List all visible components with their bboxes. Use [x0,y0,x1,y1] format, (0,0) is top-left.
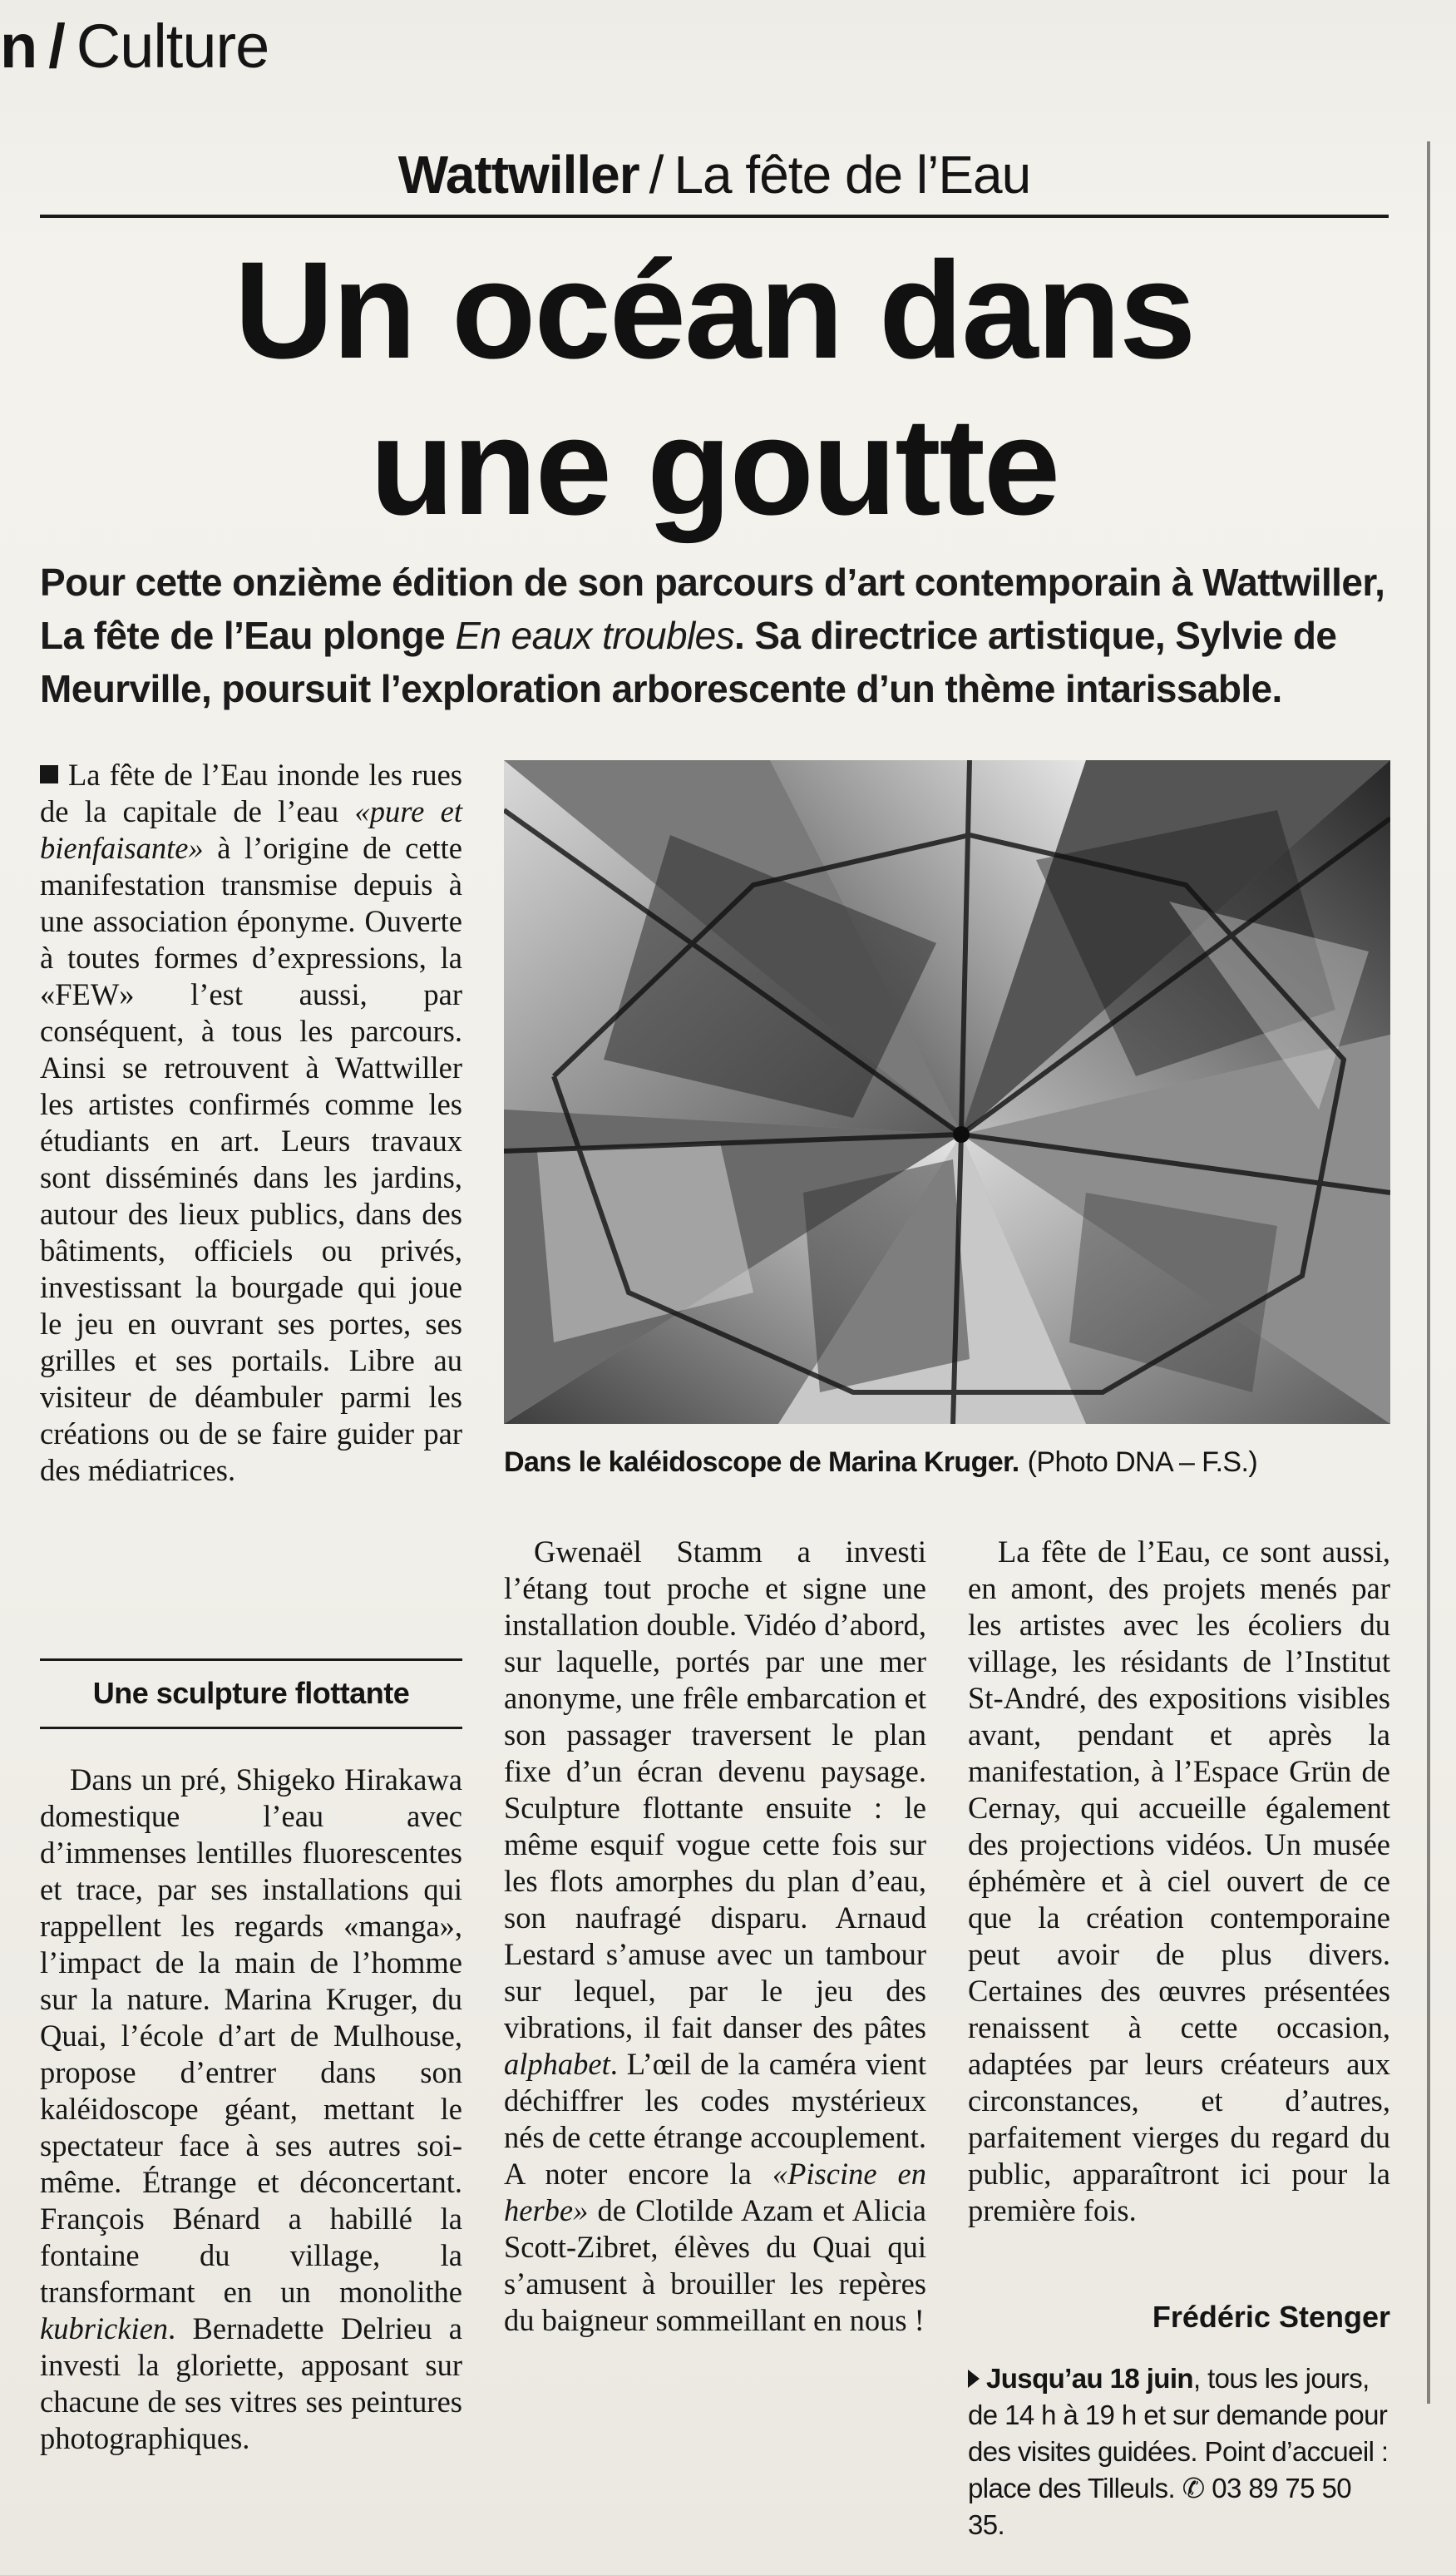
article-column-1-continued [40,1762,462,2560]
article-column-2 [504,1534,926,2565]
kicker-separator: / [649,145,664,205]
page-edge-rule [1427,141,1430,2404]
subhead-rule-top [40,1658,462,1661]
kaleidoscope-photo [504,760,1390,1424]
info-details: , tous les jours, de 14 h à 19 h et sur demande pour des visites guidées. Point d’accueil : place des Tilleuls. ✆ 03 89 75 50 35. [968,2363,1389,2540]
rubric-cut-fragment: n [0,12,37,81]
rubric-section-name: Culture [76,12,269,81]
caption-text: Dans le kaléidoscope de Marina Kruger. [504,1446,1019,1478]
standfirst-part-2: . Sa directrice artistique, Sylvie de Meurville, poursuit l’exploration arborescente d’un thème intarissable. [40,614,1337,710]
paragraph-intro [40,757,462,1489]
article-column-3 [968,1534,1390,2349]
intro-text-b: à l’origine de cette manifestation transmise depuis à une association éponyme. Ouverte à toutes formes d’expressions, la «FEW» l’est aussi, par conséquent, à tous les parcours. Ainsi se retrouvent à Wattwiller les artistes confirmés comme les étudiants en art. Leurs travaux sont disséminés dans les jardins, autour des lieux publics, dans des bâtiments, officiels ou privés, investissant la bourgade qui joue le jeu en ouvrant ses portes, ses grilles et ses portails. Libre au visiteur de déambuler parmi les créations ou de se faire guider par des médiatrices. [40,831,462,1487]
square-bullet-icon [40,765,58,783]
stamm-italic-piscine: «Piscine en herbe» [504,2157,926,2227]
stamm-text-c: de Clotilde Azam et Alicia Scott-Zibret, élèves du Quai qui s’amusent à brouiller les repères du baigneur sommeillant en nous ! [504,2193,926,2337]
author-signature: Frédéric Stenger [1152,2300,1390,2334]
intro-text-a: La fête de l’Eau inonde les rues de la capitale de l’eau [40,758,462,828]
kicker-rule [40,215,1389,218]
headline [40,233,1389,559]
paragraph-stamm [504,1534,926,2339]
photo-caption [504,1439,1390,1485]
subhead: Une sculpture flottante [92,1676,410,1710]
paragraph-projects: La fête de l’Eau, ce sont aussi, en amont, des projets menés par les artistes avec les écoliers du village, les résidants de l’Institut St-André, des expositions visibles avant, pendant et après la manifestation, à l’Espace Grün de Cernay, qui accueille également des projections vidéos. Un musée éphémère et à ciel ouvert de ce que la création contemporaine peut avoir de plus divers. Certaines des œuvres présentées renaissent à cette occasion, adaptées par leurs créateurs aux circonstances, et d’autres, parfaitement vierges du regard du public, apparaîtront ici pour la première fois. [968,1535,1390,2227]
stamm-italic-alphabet: alphabet [504,2047,610,2081]
standfirst-part-1: Pour cette onzième édition de son parcours d’art contemporain à Wattwiller, La fête de l’Eau plonge [40,561,1385,657]
triangle-bullet-icon [968,2370,980,2388]
intro-quote-italic: «pure et bienfaisante» [40,794,462,865]
rubric-slash: / [48,12,65,81]
stamm-text-b: . L’œil de la caméra vient déchiffrer les codes mystérieux nés de cette étrange accouplement. A noter encore la [504,2047,926,2191]
practical-info [968,2360,1390,2560]
subhead-rule-bottom [40,1727,462,1729]
article-kicker [40,140,1389,210]
artists-italic: kubrickien [40,2311,169,2345]
artists-text-a: Dans un pré, Shigeko Hirakawa domestique l’eau avec d’immenses lentilles fluorescentes et trace, par ses installations qui rappellent les regards «manga», l’impact de la main de l’homme sur la nature. Marina Kruger, du Quai, l’école d’art de Mulhouse, propose d’entrer dans son kaléidoscope géant, mettant le spectateur face à ses autres soi-même. Étrange et déconcertant. François Bénard a habillé la fontaine du village, la transformant en un monolithe [40,1762,462,2309]
standfirst [40,556,1389,739]
photo-credit: (Photo DNA – F.S.) [1027,1446,1258,1478]
kaleidoscope-photo-image [504,760,1390,1424]
artists-text-b: . Bernadette Delrieu a investi la gloriette, apposant sur chacune de ses vitres ses peintures photographiques. [40,2311,462,2455]
info-dates: Jusqu’au 18 juin [986,2363,1193,2394]
stamm-text-a: Gwenaël Stamm a investi l’étang tout proche et signe une installation double. Vidéo d’abord, sur laquelle, portés par une mer anonyme, une frêle embarcation et son passager traversent le plan fixe d’un écran devenu paysage. Sculpture flottante ensuite : le même esquif vogue cette fois sur les flots amorphes du plan d’eau, son naufragé disparu. Arnaud Lestard s’amuse avec un tambour sur lequel, par le jeu des vibrations, il fait danser des pâtes [504,1535,926,2044]
kicker-event: La fête de l’Eau [674,145,1031,205]
paragraph-artists [40,1762,462,2457]
section-rubric [0,7,1397,86]
kicker-place: Wattwiller [397,145,639,205]
headline-line-2: une goutte [369,390,1059,544]
article-column-1 [40,757,462,1622]
standfirst-title-italic: En eaux troubles [455,614,734,657]
headline-line-1: Un océan dans [234,234,1195,388]
